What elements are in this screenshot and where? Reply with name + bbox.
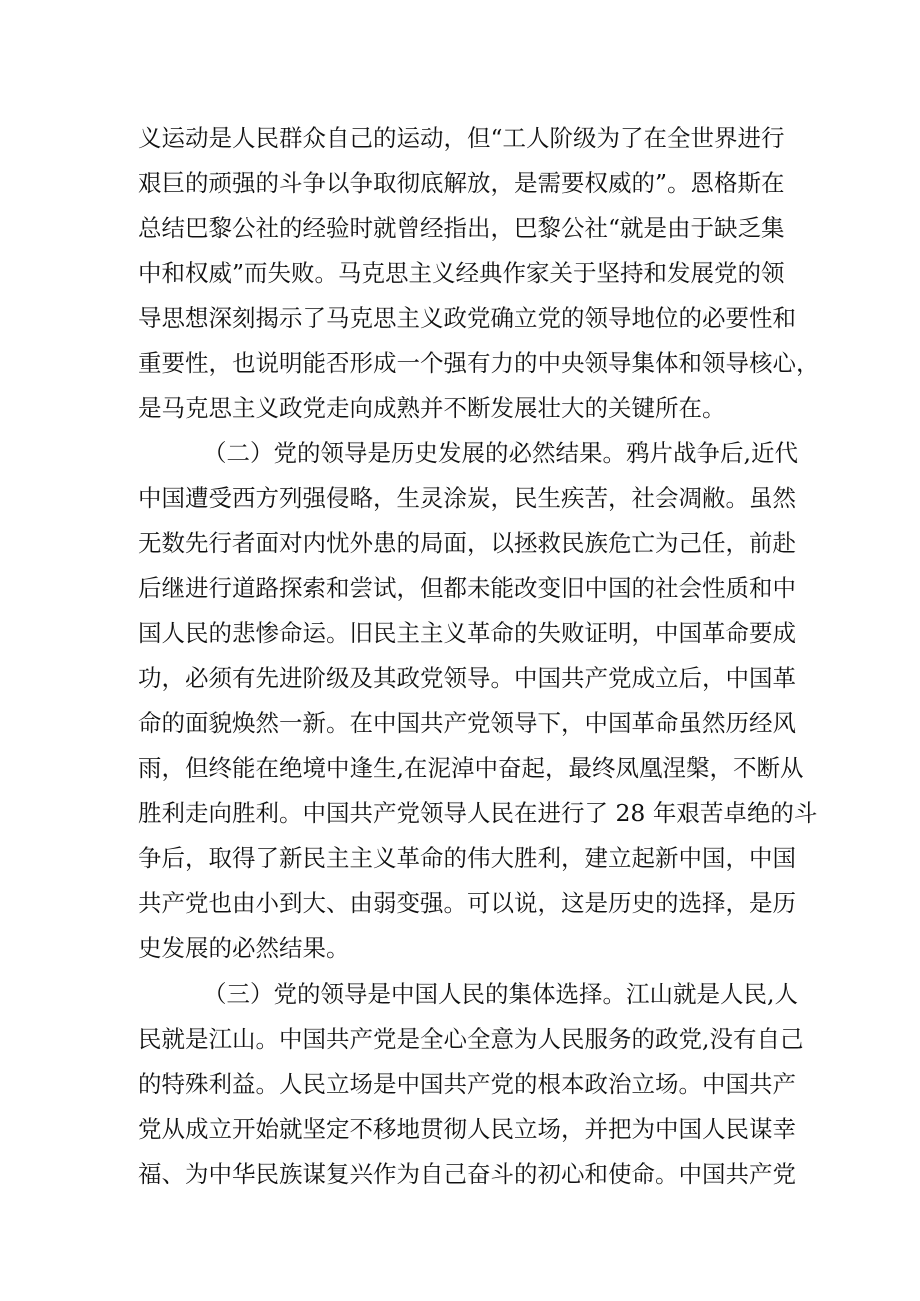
text-line: 党从成立开始就坚定不移地贯彻人民立场，并把为中国人民谋幸 bbox=[138, 1115, 796, 1143]
section-heading-line: （二）党的领导是历史发展的必然结果。鸦片战争后,近代 bbox=[203, 439, 798, 467]
text-line: 命的面貌焕然一新。在中国共产党领导下，中国革命虽然历经风 bbox=[138, 709, 796, 737]
text-line: 重要性，也说明能否形成一个强有力的中央领导集体和领导核心， bbox=[138, 349, 820, 377]
text-line: 无数先行者面对内忧外患的局面，以拯救民族危亡为己任，前赴 bbox=[138, 529, 796, 557]
text-line: 胜利走向胜利。中国共产党领导人民在进行了 28 年艰苦卓绝的斗 bbox=[138, 799, 818, 827]
text-line: 总结巴黎公社的经验时就曾经指出，巴黎公社“就是由于缺乏集 bbox=[138, 214, 785, 242]
text-line: 史发展的必然结果。 bbox=[138, 934, 350, 962]
section-heading-line: （三）党的领导是中国人民的集体选择。江山就是人民,人 bbox=[203, 980, 798, 1008]
text-line: 雨，但终能在绝境中逢生,在泥淖中奋起，最终凤凰涅槃，不断从 bbox=[138, 754, 804, 782]
text-line: 福、为中华民族谋复兴作为自己奋斗的初心和使命。中国共产党 bbox=[138, 1160, 796, 1188]
text-line: 民就是江山。中国共产党是全心全意为人民服务的政党,没有自己 bbox=[138, 1025, 804, 1053]
text-line: 中国遭受西方列强侵略，生灵涂炭，民生疾苦，社会凋敝。虽然 bbox=[138, 484, 796, 512]
text-line: 争后，取得了新民主主义革命的伟大胜利，建立起新中国，中国 bbox=[138, 844, 796, 872]
text-line: 国人民的悲惨命运。旧民主主义革命的失败证明，中国革命要成 bbox=[138, 619, 796, 647]
text-line: 艰巨的顽强的斗争以争取彻底解放，是需要权威的”。恩格斯在 bbox=[138, 169, 785, 197]
text-line: 共产党也由小到大、由弱变强。可以说，这是历史的选择，是历 bbox=[138, 889, 796, 917]
text-line: 的特殊利益。人民立场是中国共产党的根本政治立场。中国共产 bbox=[138, 1070, 796, 1098]
text-line: 功，必须有先进阶级及其政党领导。中国共产党成立后，中国革 bbox=[138, 664, 796, 692]
text-line: 义运动是人民群众自己的运动，但“工人阶级为了在全世界进行 bbox=[138, 124, 785, 152]
text-line: 是马克思主义政党走向成熟并不断发展壮大的关键所在。 bbox=[138, 394, 726, 422]
text-line: 中和权威”而失败。马克思主义经典作家关于坚持和发展党的领 bbox=[138, 259, 785, 287]
text-line: 导思想深刻揭示了马克思主义政党确立党的领导地位的必要性和 bbox=[138, 304, 796, 332]
text-line: 后继进行道路探索和尝试，但都未能改变旧中国的社会性质和中 bbox=[138, 574, 796, 602]
